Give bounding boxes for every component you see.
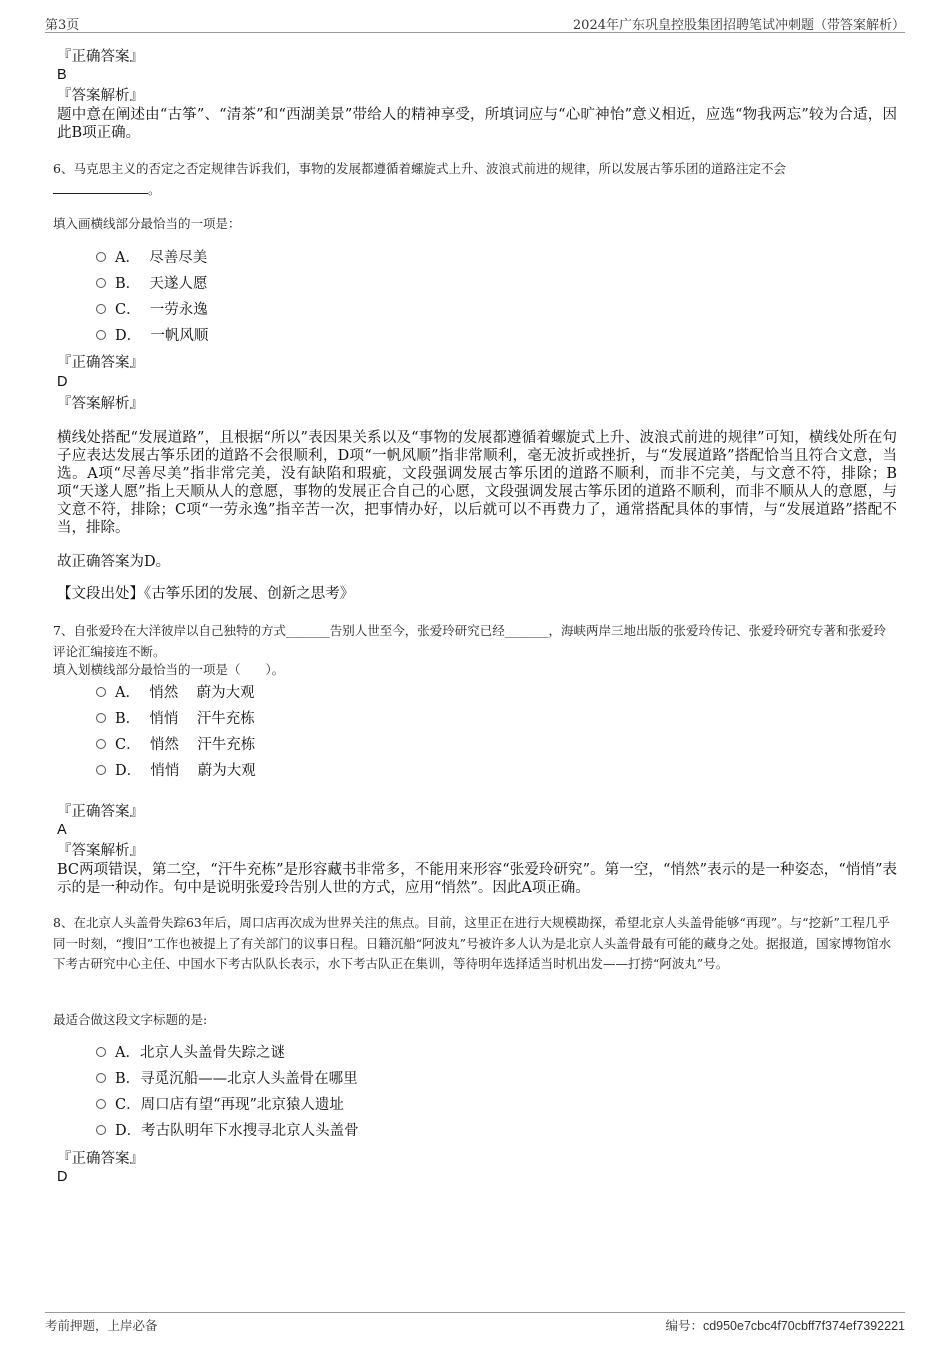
- answer-value: A: [57, 822, 67, 838]
- radio-icon[interactable]: [96, 1099, 106, 1109]
- analysis-text: 题中意在阐述由“古筝”、“清茶”和“西湖美景”带给人的精神享受，所填词应与“心旷神怡”意义相近，应选“物我两忘”较为合适，因此B项正确。: [57, 107, 897, 141]
- question-6-stem: 6、马克思主义的否定之否定规律告诉我们，事物的发展都遵循着螺旋式上升、波浪式前进的规律，所以发展古筝乐团的道路注定不会 。: [53, 161, 786, 197]
- radio-icon[interactable]: [96, 713, 106, 723]
- question-7-prompt: 填入划横线部分最恰当的一项是（ ）。: [53, 662, 285, 677]
- answer-label: 『正确答案』: [57, 49, 144, 65]
- question-7-stem: 7、自张爱玲在大洋彼岸以自己独特的方式_______告别人世至今，张爱玲研究已经_______，海峡两岸三地出版的张爱玲传记、张爱玲研究专著和张爱玲评论汇编接连不断。: [53, 623, 886, 659]
- radio-icon[interactable]: [96, 304, 106, 314]
- answer-label: 『正确答案』: [57, 1151, 144, 1167]
- option-b[interactable]: B． 悄悄 汗牛充栋: [96, 710, 255, 728]
- radio-icon[interactable]: [96, 252, 106, 262]
- answer-value: D: [57, 374, 68, 390]
- option-d[interactable]: D． 悄悄 蔚为大观: [96, 762, 256, 780]
- document-code: 编号：cd950e7cbc4f70cbff7f374ef7392221: [665, 1319, 905, 1333]
- analysis-label: 『答案解析』: [57, 843, 144, 859]
- answer-label: 『正确答案』: [57, 804, 144, 820]
- radio-icon[interactable]: [96, 1073, 106, 1083]
- option-c[interactable]: C．周口店有望“再现”北京猿人遗址: [96, 1096, 344, 1114]
- option-b[interactable]: B．寻觅沉船——北京人头盖骨在哪里: [96, 1070, 358, 1088]
- analysis-label: 『答案解析』: [57, 88, 144, 104]
- radio-icon[interactable]: [96, 687, 106, 697]
- option-c[interactable]: C． 一劳永逸: [96, 301, 208, 319]
- radio-icon[interactable]: [96, 1125, 106, 1135]
- page-header: [45, 14, 905, 33]
- page-number: 第3页: [45, 18, 80, 33]
- page-footer: [45, 1312, 905, 1335]
- option-b[interactable]: B． 天遂人愿: [96, 275, 207, 293]
- analysis-label: 『答案解析』: [57, 396, 144, 412]
- option-d[interactable]: D．考古队明年下水搜寻北京人头盖骨: [96, 1122, 359, 1140]
- option-a[interactable]: A． 尽善尽美: [96, 249, 207, 267]
- answer-value: B: [57, 67, 67, 83]
- answer-label: 『正确答案』: [57, 355, 144, 371]
- radio-icon[interactable]: [96, 739, 106, 749]
- footer-slogan: 考前押题，上岸必备: [45, 1318, 158, 1333]
- radio-icon[interactable]: [96, 278, 106, 288]
- radio-icon[interactable]: [96, 765, 106, 775]
- analysis-text: 横线处搭配“发展道路”，且根据“所以”表因果关系以及“事物的发展都遵循着螺旋式上升、波浪式前进的规律”可知，横线处所在句子应表达发展古筝乐团的道路不会很顺利，D项“一帆风顺”指非常顺利，毫无波折或挫折，与“发展道路”搭配恰当且符合文意，当选。A项“尽善尽美”指非常完美，没有缺陷和瑕疵，文段强调发展古筝乐团的道路不顺利，而非不完美，与文意不符，排除；B项“天遂人愿”指上天顺从人的意愿，事物的发展正合自己的心愿，文段强调发展古筝乐团的道路不顺利，而非不顺从人的意愿，与文意不符，排除；C项“一劳永逸”指辛苦一次，把事情办好，以后就可以不再费力了，通常搭配具体的事情，与“发展道路”搭配不当，排除。: [57, 430, 897, 536]
- option-c[interactable]: C． 悄然 汗牛充栋: [96, 736, 255, 754]
- radio-icon[interactable]: [96, 330, 106, 340]
- answer-blank: [53, 181, 148, 194]
- source-text: 【文段出处】《古筝乐团的发展、创新之思考》: [57, 586, 355, 602]
- option-a[interactable]: A． 悄然 蔚为大观: [96, 684, 255, 702]
- question-6-prompt: 填入画横线部分最恰当的一项是：: [53, 216, 241, 231]
- question-8-prompt: 最适合做这段文字标题的是:: [53, 1012, 208, 1027]
- document-title: 2024年广东巩皇控股集团招聘笔试冲刺题（带答案解析）: [572, 18, 905, 33]
- analysis-text: BC两项错误，第二空，“汗牛充栋”是形容藏书非常多，不能用来形容“张爱玲研究”。第一空，“悄然”表示的是一种姿态，“悄悄”表示的是一种动作。句中是说明张爱玲告别人世的方式，应用“悄然”。因此A项正确。: [57, 862, 897, 896]
- answer-value: D: [57, 1169, 68, 1185]
- question-8-stem: 8、在北京人头盖骨失踪63年后，周口店再次成为世界关注的焦点。目前，这里正在进行大规模勘探，希望北京人头盖骨能够“再现”。与“挖新”工程几乎同一时刻，“搜旧”工作也被提上了有关部门的议事日程。日籍沉船“阿波丸”号被许多人认为是北京人头盖骨最有可能的藏身之处。据报道，国家博物馆水下考古研究中心主任、中国水下考古队队长表示，水下考古队正在集训，等待明年选择适当时机出发——打捞“阿波丸”号。: [53, 915, 892, 971]
- conclusion-text: 故正确答案为D。: [57, 554, 171, 570]
- option-d[interactable]: D． 一帆风顺: [96, 327, 208, 345]
- option-a[interactable]: A．北京人头盖骨失踪之谜: [96, 1044, 285, 1062]
- radio-icon[interactable]: [96, 1047, 106, 1057]
